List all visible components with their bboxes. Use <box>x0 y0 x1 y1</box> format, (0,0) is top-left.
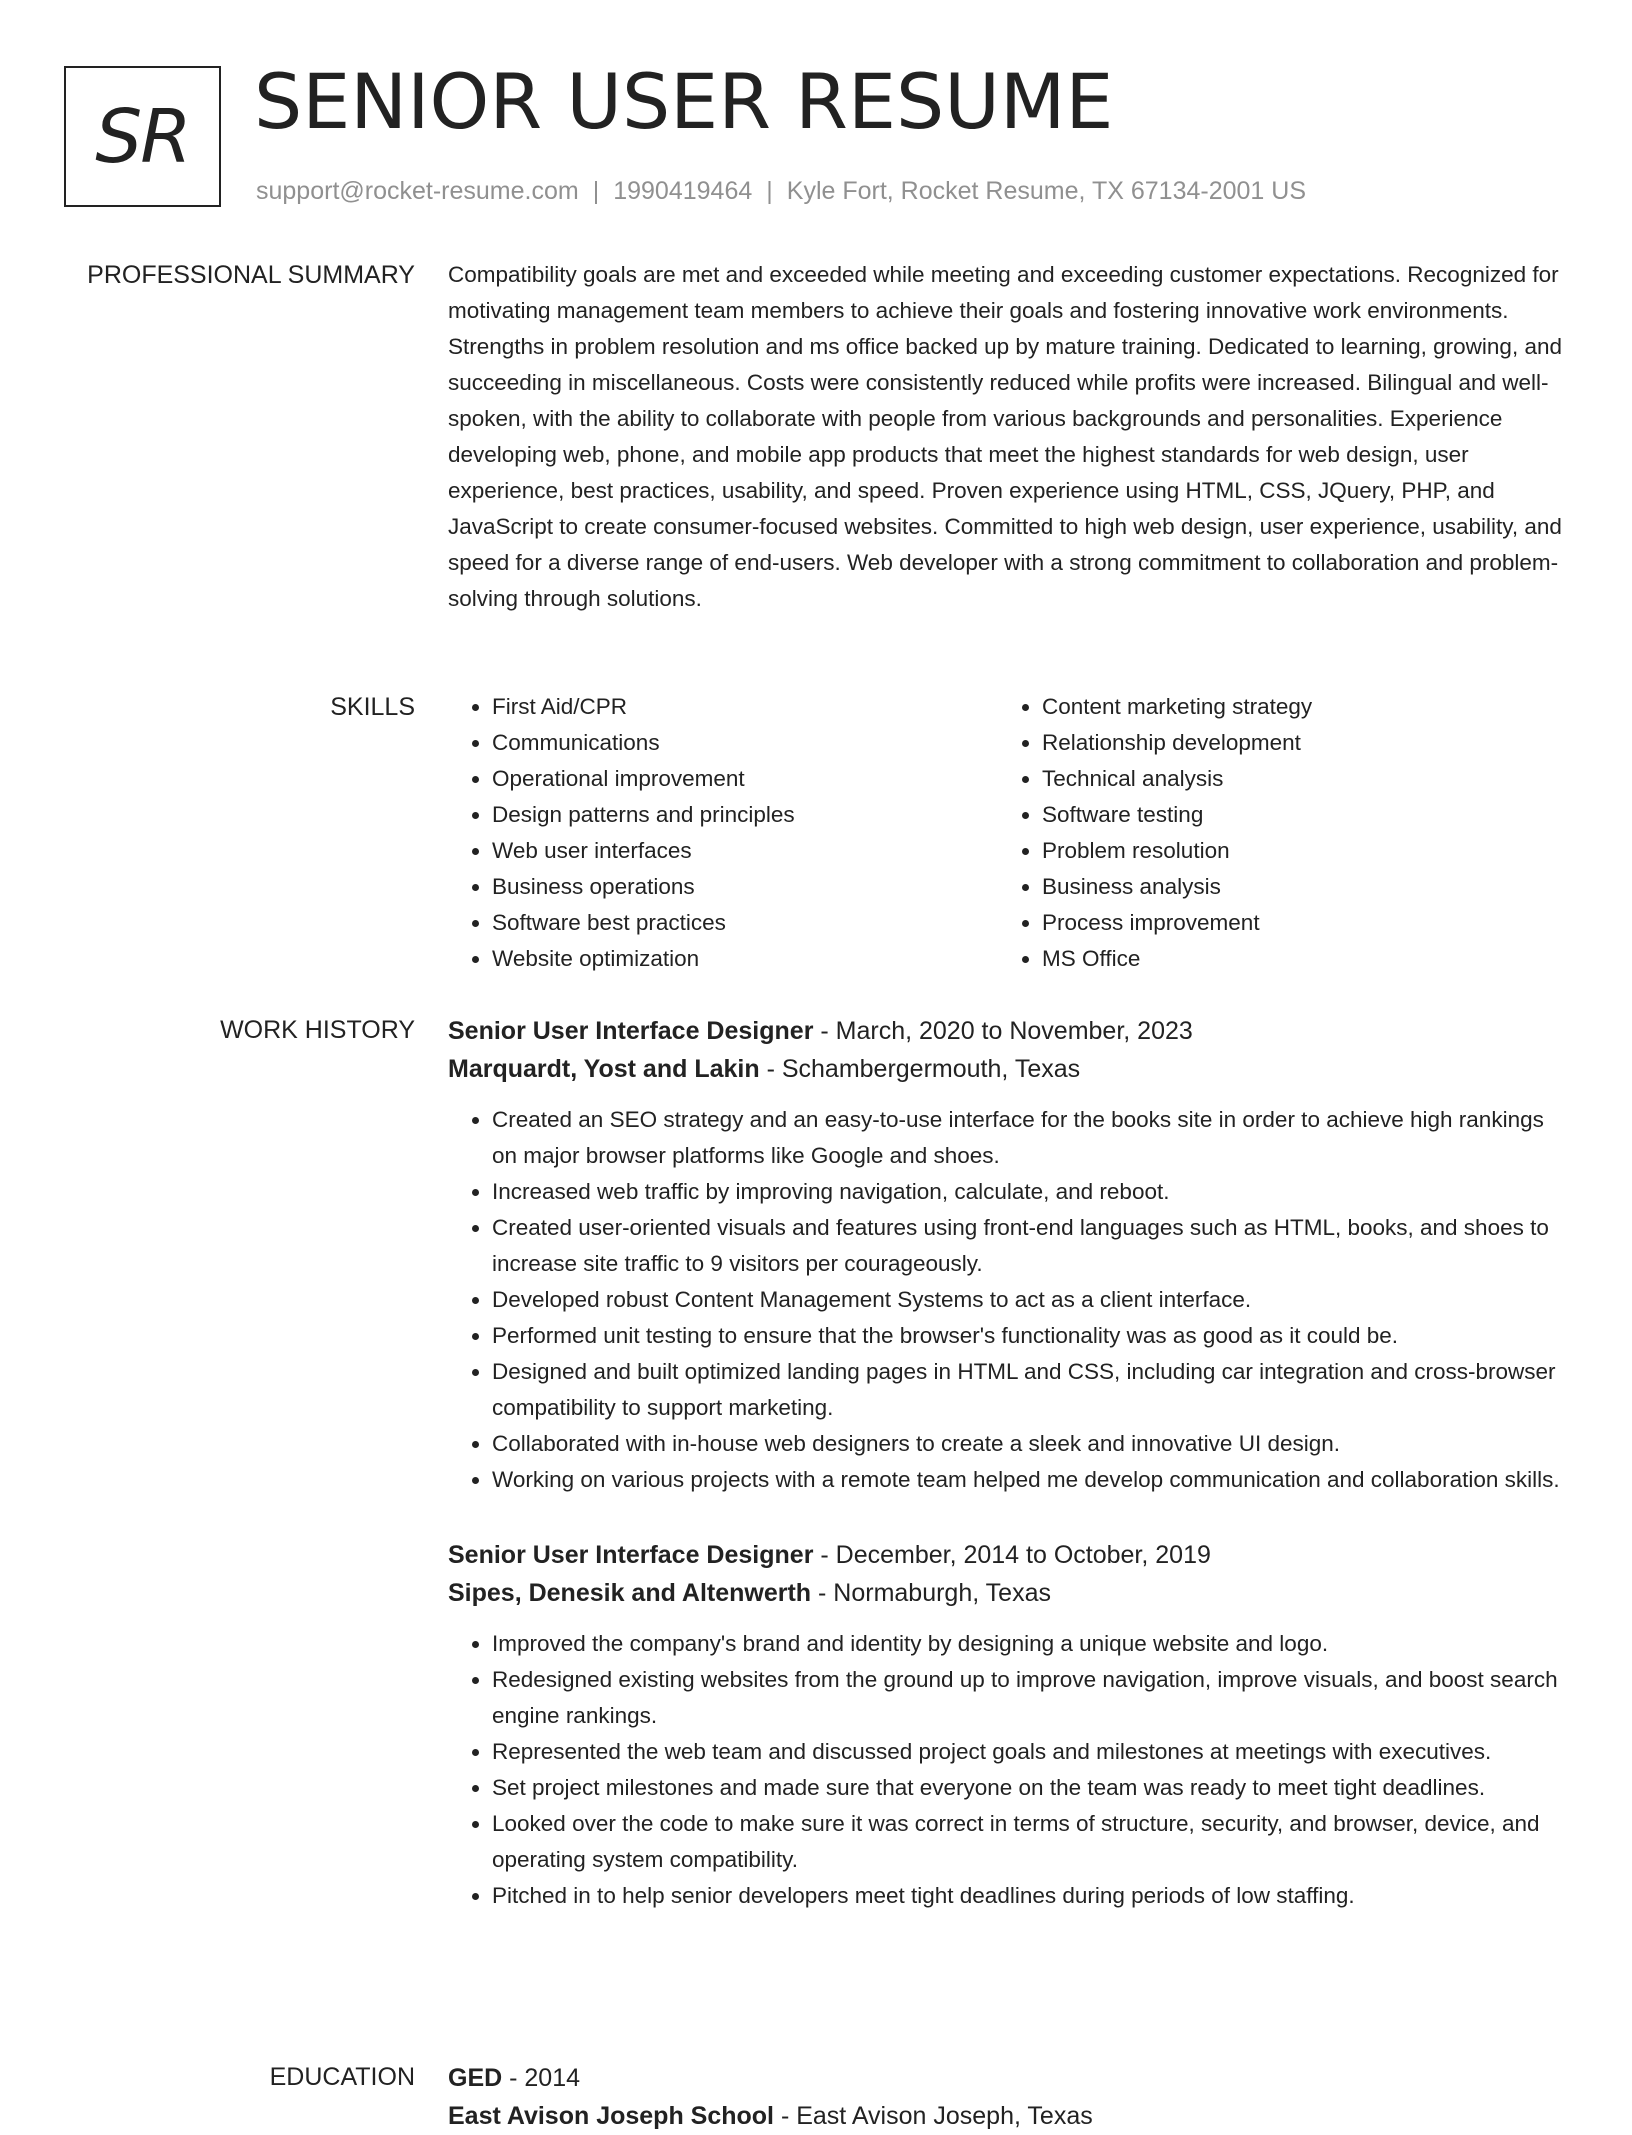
skill-item: • Software best practices <box>492 905 998 941</box>
job-bullet: • Collaborated with in-house web designers to create a sleek and innovative UI design. <box>492 1426 1566 1462</box>
job-bullet: • Represented the web team and discussed project goals and milestones at meetings with executives. <box>492 1734 1566 1770</box>
job-location: - Schambergermouth, Texas <box>759 1055 1081 1083</box>
summary-body <box>448 257 1566 617</box>
education-school-line <box>448 2097 1566 2135</box>
contact-address: Kyle Fort, Rocket Resume, TX 67134-2001 US <box>786 177 1306 205</box>
skill-item: • Business analysis <box>1042 869 1548 905</box>
section-heading: SKILLS <box>330 693 415 721</box>
job-bullets <box>448 1102 1566 1498</box>
job-dates: - December, 2014 to October, 2019 <box>813 1541 1211 1569</box>
job-bullets <box>448 1626 1566 1914</box>
job-company-line <box>448 1050 1566 1088</box>
skill-item: • Communications <box>492 725 998 761</box>
job-title: Senior User Interface Designer <box>448 1541 814 1569</box>
job-bullet: • Created an SEO strategy and an easy-to-use interface for the books site in order to achieve high rankings on major browser platforms like Google and shoes. <box>492 1102 1566 1174</box>
job-title-line <box>448 1012 1566 1050</box>
skill-item: • Problem resolution <box>1042 833 1548 869</box>
skill-item: • Relationship development <box>1042 725 1548 761</box>
education-year: - 2014 <box>502 2064 581 2092</box>
job-bullet: • Performed unit testing to ensure that the browser's functionality was as good as it could be. <box>492 1318 1566 1354</box>
contact-line <box>256 174 1306 208</box>
education-degree: GED <box>448 2064 503 2092</box>
job-bullet: • Increased web traffic by improving navigation, calculate, and reboot. <box>492 1174 1566 1210</box>
skill-item: • Process improvement <box>1042 905 1548 941</box>
contact-email[interactable]: support@rocket-resume.com <box>256 177 579 205</box>
monogram-box <box>64 66 221 207</box>
job-company: Marquardt, Yost and Lakin <box>448 1055 760 1083</box>
skill-item: • First Aid/CPR <box>492 689 998 725</box>
skill-item: • Content marketing strategy <box>1042 689 1548 725</box>
job-title: Senior User Interface Designer <box>448 1017 814 1045</box>
job-bullet: • Pitched in to help senior developers meet tight deadlines during periods of low staffing. <box>492 1878 1566 1914</box>
job-entry <box>448 1536 1566 1914</box>
skill-item: • MS Office <box>1042 941 1548 977</box>
section-heading: EDUCATION <box>269 2063 415 2091</box>
skill-item: • Website optimization <box>492 941 998 977</box>
skill-item: • Technical analysis <box>1042 761 1548 797</box>
job-bullet: • Working on various projects with a remote team helped me develop communication and collaboration skills. <box>492 1462 1566 1498</box>
education-body <box>448 2059 1566 2135</box>
skill-item: • Design patterns and principles <box>492 797 998 833</box>
monogram-initials: SR <box>95 93 190 180</box>
job-entry <box>448 1012 1566 1498</box>
job-bullet: • Redesigned existing websites from the ground up to improve navigation, improve visuals, and boost search engine rankings. <box>492 1662 1566 1734</box>
job-bullet: • Developed robust Content Management Systems to act as a client interface. <box>492 1282 1566 1318</box>
education-location: - East Avison Joseph, Texas <box>774 2102 1093 2130</box>
section-heading: WORK HISTORY <box>220 1016 415 1044</box>
resume-title: SENIOR USER RESUME <box>254 57 1114 146</box>
contact-phone[interactable]: 1990419464 <box>613 177 753 205</box>
skill-item: • Software testing <box>1042 797 1548 833</box>
work-history-body <box>448 1012 1566 1914</box>
skill-item: • Operational improvement <box>492 761 998 797</box>
summary-text: Compatibility goals are met and exceeded while meeting and exceeding customer expectations. Recognized for motivating management team members to achieve their goals and fostering innovative work environments. Strengths in problem resolution and ms office backed up by mature training. Dedicated to learning, growing, and succeeding in miscellaneous. Costs were consistently reduced while profits were increased. Bilingual and well-spoken, with the ability to collaborate with people from various backgrounds and personalities. Experience developing web, phone, and mobile app products that meet the highest standards for web design, user experience, best practices, usability, and speed. Proven experience using HTML, CSS, JQuery, PHP, and JavaScript to create consumer-focused websites. Committed to high web design, user experience, usability, and speed for a diverse range of end-users. Web developer with a strong commitment to collaboration and problem-solving through solutions. <box>448 262 1562 611</box>
section-heading: PROFESSIONAL SUMMARY <box>87 261 415 289</box>
job-bullet: • Designed and built optimized landing pages in HTML and CSS, including car integration and cross-browser compatibility to support marketing. <box>492 1354 1566 1426</box>
job-location: - Normaburgh, Texas <box>811 1579 1051 1607</box>
job-bullet: • Looked over the code to make sure it was correct in terms of structure, security, and browser, device, and operating system compatibility. <box>492 1806 1566 1878</box>
job-title-line <box>448 1536 1566 1574</box>
contact-separator: | <box>592 177 600 205</box>
job-bullet: • Improved the company's brand and identity by designing a unique website and logo. <box>492 1626 1566 1662</box>
skill-item: • Business operations <box>492 869 998 905</box>
job-company-line <box>448 1574 1566 1612</box>
education-school: East Avison Joseph School <box>448 2102 775 2130</box>
job-bullet: • Set project milestones and made sure that everyone on the team was ready to meet tight deadlines. <box>492 1770 1566 1806</box>
skill-item: • Web user interfaces <box>492 833 998 869</box>
skills-body <box>448 689 1566 977</box>
job-bullet: • Created user-oriented visuals and features using front-end languages such as HTML, books, and shoes to increase site traffic to 9 visitors per courageously. <box>492 1210 1566 1282</box>
education-degree-line <box>448 2059 1566 2097</box>
contact-separator: | <box>766 177 773 205</box>
skills-column-right <box>998 689 1548 977</box>
skills-column-left <box>448 689 998 977</box>
job-company: Sipes, Denesik and Altenwerth <box>448 1579 812 1607</box>
job-dates: - March, 2020 to November, 2023 <box>813 1017 1193 1045</box>
